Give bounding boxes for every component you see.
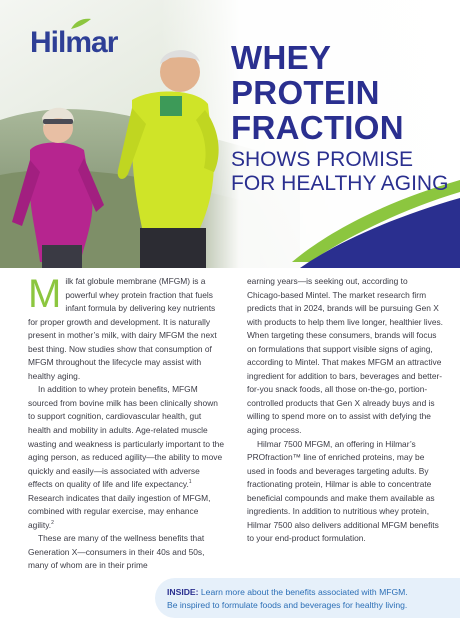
footnote-ref: 1 xyxy=(188,479,192,486)
headline-line-4: SHOWS PROMISE xyxy=(231,148,414,171)
article-body xyxy=(28,272,443,575)
hero-section xyxy=(0,0,460,268)
headline-line-2: PROTEIN xyxy=(231,74,380,111)
callout-text: Learn more about the benefits associated with MFGM. xyxy=(198,587,408,597)
footnote-ref: 2 xyxy=(51,520,54,527)
paragraph-text: ilk fat globule membrane (MFGM) is a powerful whey protein fraction that fuels infant formula by delivering key nutrients for proper growth and development. It is naturally present in mother’s milk, with dairy MFGM the next best thing. Now studies show that consumption of MFGM throughout the lifecycle may assist with healthy aging. xyxy=(28,276,217,381)
paragraph xyxy=(247,275,443,438)
paragraph-text: Research indicates that daily ingestion of MFGM, combined with regular exercise, may enhance agility. xyxy=(28,492,211,530)
headline-line-1: WHEY xyxy=(231,39,332,76)
brand-name: Hilmar xyxy=(30,26,118,59)
headline xyxy=(231,40,451,196)
headline-line-5: FOR HEALTHY AGING xyxy=(231,172,449,195)
inside-callout xyxy=(155,578,460,618)
callout-line-1 xyxy=(167,586,460,599)
callout-label: INSIDE: xyxy=(167,587,199,597)
callout-line-2: Be inspired to formulate foods and beverages for healthy living. xyxy=(167,600,408,610)
paragraph xyxy=(28,383,224,532)
paragraph-text: earning years—is seeking out, according to Chicago-based Mintel. The market research firm predicts that in 2024, brands will be pursuing Gen X with products to help them live longer, healthier lives. When targeting these consumers, brands will focus on formulations that support visible signs of aging, according to Mintel. That makes MFGM an attractive ingredient for addition to bars, beverages and better-for-you snack foods, all those on-the-go, portion-controlled products that Gen X already buys and is willing to spend more on to assist with defying the aging process. xyxy=(247,276,443,436)
article-column-left xyxy=(28,272,224,573)
paragraph xyxy=(28,532,224,573)
paragraph xyxy=(247,438,443,546)
paragraph-text: In addition to whey protein benefits, MFGM sourced from bovine milk has been clinically shown to support cognition, cardiovascular health, gut health and mobility in adults. Age-related muscle wasting and weakness is particularly important to the aging person, as reduced agility—the ability to move quickly and easily—is associated with adverse effects on quality of life and life expectancy. xyxy=(28,384,224,490)
drop-cap: M xyxy=(28,272,62,316)
paragraph xyxy=(28,272,224,383)
paragraph-text: These are many of the wellness benefits that Generation X—consumers in their 40s and 50s, many of whom are in their prime xyxy=(28,533,205,571)
headline-line-3: FRACTION xyxy=(231,109,404,146)
paragraph-text: Hilmar 7500 MFGM, an offering in Hilmar’s PROfraction™ line of enriched proteins, may be used in foods and beverages targeting adults. By fractionating protein, Hilmar is able to concentrate beneficial compounds and make them available as ingredients. In addition to nutritious whey protein, Hilmar 7500 also delivers additional MFGM benefits to your end-product formulation. xyxy=(247,438,439,544)
article-column-right xyxy=(247,275,443,546)
